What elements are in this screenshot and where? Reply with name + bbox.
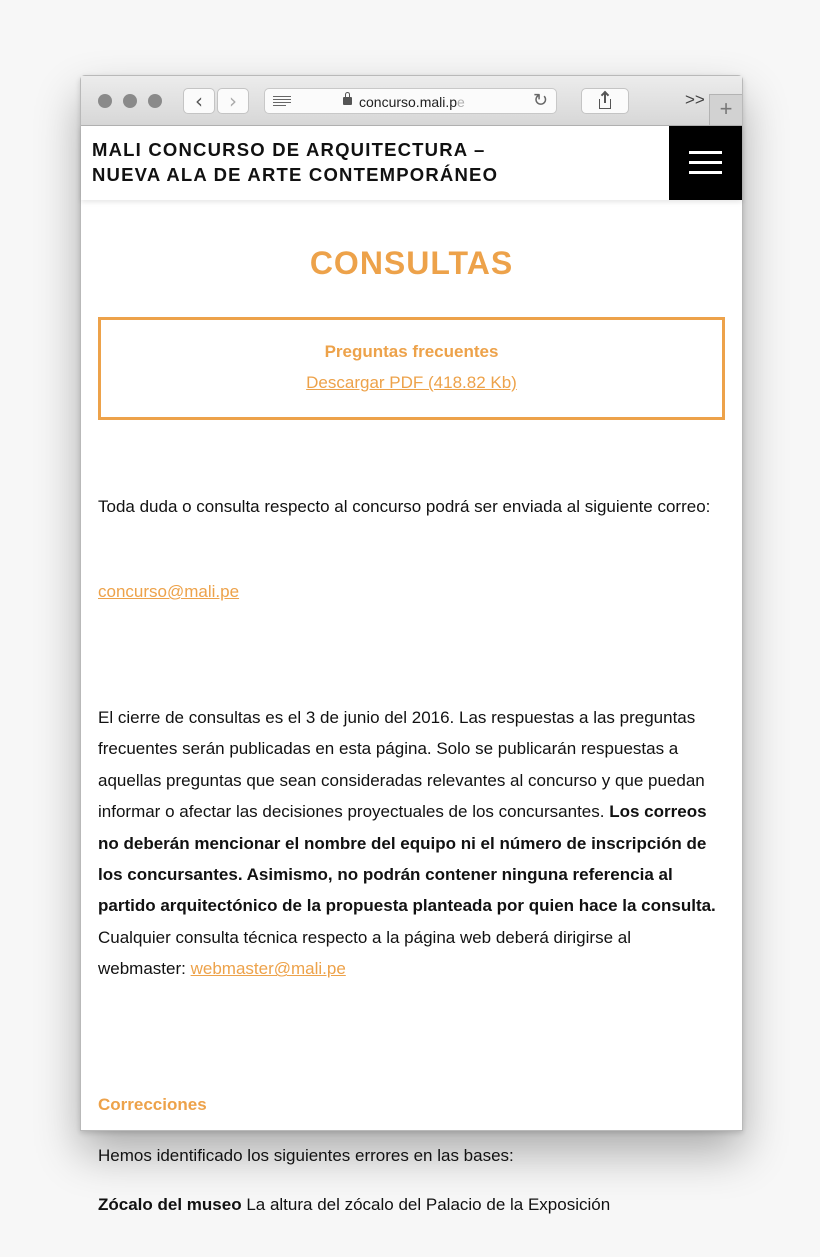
chevron-left-icon: ‹ [195, 89, 203, 113]
minimize-window-button[interactable] [123, 94, 137, 108]
back-button[interactable] [183, 88, 215, 114]
closing-paragraph [98, 702, 718, 985]
corrections-heading-wrap [98, 1089, 718, 1120]
closing-paragraph-text [98, 702, 718, 985]
email-line [98, 576, 718, 607]
page-title: CONSULTAS [309, 245, 514, 281]
cut-off-line [98, 1189, 718, 1220]
site-title-line-1: MALI CONCURSO DE ARQUITECTURA – [92, 139, 486, 160]
reload-icon[interactable]: ↻ [532, 90, 548, 111]
intro-text [98, 491, 718, 522]
corrections-intro-wrap [98, 1140, 718, 1171]
site-header [81, 126, 742, 200]
intro-paragraph: Toda duda o consulta respecto al concurso podrá ser enviada al siguiente correo: [98, 497, 711, 516]
browser-toolbar [81, 76, 742, 126]
address-bar[interactable] [264, 88, 557, 114]
new-tab-button[interactable] [709, 94, 742, 125]
lock-icon [343, 97, 352, 105]
menu-button[interactable] [669, 126, 742, 200]
close-window-button[interactable] [98, 94, 112, 108]
double-chevron-icon[interactable]: >> [685, 90, 705, 109]
closing-paragraph-end: Cualquier consulta técnica respecto a la página web deberá dirigirse al webmaster: [98, 927, 631, 979]
chevron-right-icon: › [229, 89, 237, 113]
cut-off-bold: Zócalo del museo [98, 1195, 242, 1214]
corrections-heading: Correcciones [98, 1095, 207, 1114]
url-text: concurso.mali.pe [359, 94, 465, 110]
share-button[interactable] [581, 88, 629, 114]
closing-paragraph-start: El cierre de consultas es el 3 de junio del 2016. Las respuestas a las preguntas frecuentes serán publicadas en esta página. Solo se publicarán respuestas a aquellas preguntas que sean consideradas relevantes al concurso y que puedan informar o afectar las decisiones proyectuales de los concursantes. [98, 708, 705, 822]
closing-paragraph-bold: Los correos no deberán mencionar el nombre del equipo ni el número de inscripción de los concursantes. Asimismo, no podrán contener ninguna referencia al partido arquitectónico de la propuesta planteada por quien hace la consulta. [98, 802, 716, 916]
contact-email-link[interactable]: concurso@mali.pe [98, 582, 240, 601]
zoom-window-button[interactable] [148, 94, 162, 108]
page-content [81, 200, 742, 1214]
webmaster-email-link[interactable]: webmaster@mali.pe [190, 959, 346, 979]
reader-view-icon[interactable] [273, 96, 291, 107]
faq-box [98, 317, 725, 420]
faq-title: Preguntas frecuentes [324, 342, 499, 361]
download-pdf-link[interactable]: Descargar PDF (418.82 Kb) [306, 373, 517, 392]
plus-icon: + [719, 96, 733, 121]
forward-button[interactable] [217, 88, 249, 114]
browser-window [80, 75, 743, 1214]
site-title-line-2: NUEVA ALA DE ARTE CONTEMPORÁNEO [92, 164, 499, 185]
site-title[interactable] [92, 137, 652, 187]
cut-off-text: La altura del zócalo del Palacio de la Exposición [241, 1195, 611, 1214]
corrections-intro: Hemos identificado los siguientes errores en las bases: [98, 1146, 514, 1165]
